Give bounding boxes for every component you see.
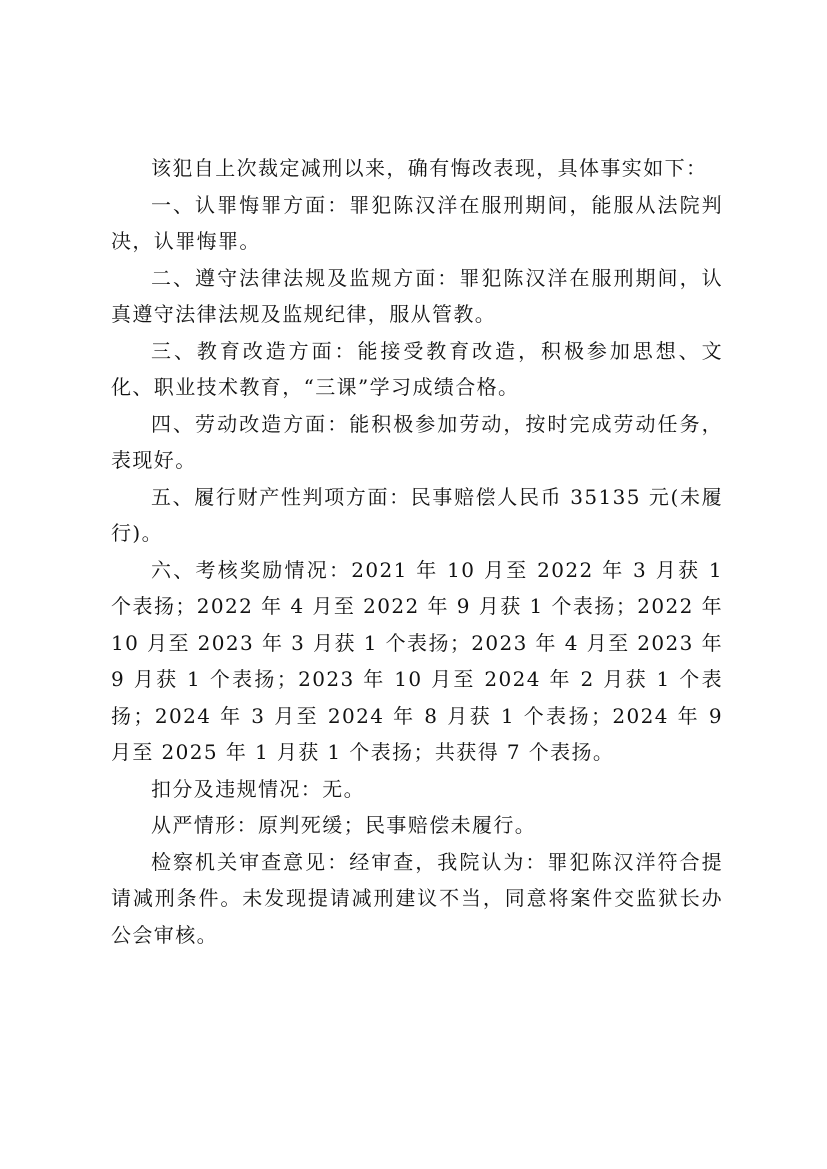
- paragraph-labor: 四、劳动改造方面：能积极参加劳动，按时完成劳动任务，表现好。: [111, 411, 723, 472]
- paragraph-procuratorate-opinion: 检察机关审查意见：经审查，我院认为：罪犯陈汉洋符合提请减刑条件。未发现提请减刑建议不当，同意将案件交监狱长办公会审核。: [111, 849, 723, 947]
- paragraph-strict-circumstances: 从严情形：原判死缓；民事赔偿未履行。: [151, 813, 537, 837]
- paragraph-repentance: 一、认罪悔罪方面：罪犯陈汉洋在服刑期间，能服从法院判决，认罪悔罪。: [111, 192, 723, 253]
- paragraph-property-judgment: 五、履行财产性判项方面：民事赔偿人民币 35135 元(未履行)。: [111, 484, 723, 545]
- paragraph-rewards: 六、考核奖励情况：2021 年 10 月至 2022 年 3 月获 1 个表扬；2022 年 4 月至 2022 年 9 月获 1 个表扬；2022 年 10 月至 2023 年 3 月获 1 个表扬；2023 年 4 月至 2023 年 9 月获 1 个表扬；2023 年 10 月至 2024 年 2 月获 1 个表扬；2024 年 3 月至 2024 年 8 月获 1 个表扬；2024 年 9 月至 2025 年 1 月获 1 个表扬；共获得 7 个表扬。: [111, 557, 723, 764]
- paragraph-deductions: 扣分及违规情况：无。: [151, 776, 365, 801]
- paragraph-intro: 该犯自上次裁定减刑以来，确有悔改表现，具体事实如下：: [151, 156, 708, 180]
- document-body: [111, 150, 723, 953]
- paragraph-law-compliance: 二、遵守法律法规及监规方面：罪犯陈汉洋在服刑期间，认真遵守法律法规及监规纪律，服从管教。: [111, 265, 723, 326]
- paragraph-education: 三、教育改造方面：能接受教育改造，积极参加思想、文化、职业技术教育，“三课”学习成绩合格。: [111, 338, 723, 399]
